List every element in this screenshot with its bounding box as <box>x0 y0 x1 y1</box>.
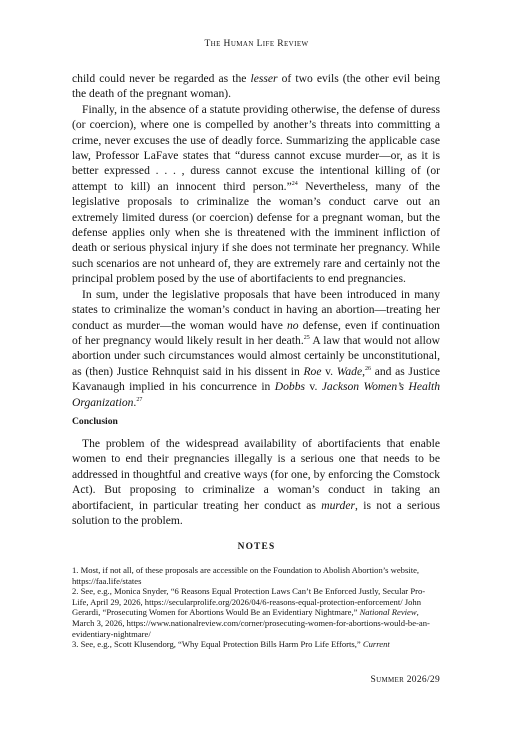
case-name: Roe <box>303 364 322 378</box>
text: v. <box>305 380 322 394</box>
page-footer: Summer 2026/29 <box>370 675 440 685</box>
conclusion-text <box>72 436 440 528</box>
footnote-2 <box>72 586 440 639</box>
case-name: Dobbs <box>274 380 306 394</box>
publication-title: National Review <box>359 607 417 618</box>
text: of two evils (the other evil being the death of the pregnant woman). <box>72 72 440 101</box>
emphasis: no <box>286 318 299 332</box>
text: and as Justice Kavanaugh implied in his concurrence in <box>72 364 440 394</box>
text: A law that would not allow abortion under such circumstances would almost certainly be unconstitutional, as (then) Justice Rehnquist said in his dissent in <box>72 333 440 378</box>
conclusion-paragraph <box>72 436 440 528</box>
text: Nevertheless, many of the legislative proposals to criminalize the woman’s conduct carve out an extremely limited duress (or coercion) defense for a pregnant woman, but the defense applies only when she is threatened with the imminent infliction of death or serious physical injury if she does not terminate her pregnancy. While such scenarios are not unheard of, they are extremely rare and certainly not the principal problem posed by the use of abortifacients to end pregnancies. <box>72 179 440 286</box>
text: , March 3, 2026, https://www.nationalreview.com/corner/prosecuting-women-for-abortions-would-be-an-evidentiary-nightmare/ <box>72 607 430 639</box>
footnote-1: 1. Most, if not all, of these proposals are accessible on the Foundation to Abolish Abortion’s website, https://faa.life/states <box>72 565 420 586</box>
section-heading: Conclusion <box>72 416 118 427</box>
text: v. <box>321 364 337 378</box>
emphasis: lesser <box>250 72 278 85</box>
footnote-3 <box>72 639 440 650</box>
text: defense, even if continuation of her pregnancy would likely result in her death. <box>72 318 440 347</box>
notes-heading: NOTES <box>237 542 276 552</box>
paragraph-1 <box>72 71 440 102</box>
paragraph-3 <box>72 287 440 410</box>
text: . <box>133 395 137 409</box>
text: , <box>362 364 366 378</box>
case-name: Wade <box>336 364 363 378</box>
publication-title: Current <box>362 639 390 650</box>
running-head: The Human Life Review <box>204 39 309 49</box>
text: 2. See, e.g., Monica Snyder, “6 Reasons Equal Protection Laws Can’t Be Enforced Justly, Secular Pro-Life, April 29, 2026, https://secularprolife.org/2026/04/6-reasons-equal-protection-enforcement/ John Gerardi, “Prosecuting Women for Abortions Would Be an Evidentiary Nightmare,” <box>72 586 426 618</box>
footnote-ref-24[interactable]: 24 <box>291 180 298 187</box>
text: Finally, in the absence of a statute providing otherwise, the defense of duress (or coercion), where one is compelled by another’s threats into committing a crime, never excuses the use of deadly force. Summarizing the applicable case law, Professor LaFave states that “duress cannot excuse murder—or, as it is better expressed . . . , duress cannot excuse the intentional killing of (or attempt to kill) an innocent third person.” <box>72 102 440 193</box>
paragraph-2 <box>72 102 440 287</box>
footnote-ref-27[interactable]: 27 <box>136 396 143 403</box>
emphasis: murder <box>321 498 355 512</box>
text: child could never be regarded as the <box>72 72 251 85</box>
text: , is not a serious solution to the problem. <box>72 498 441 528</box>
body-text <box>72 71 440 410</box>
case-name: Jackson Women’s Health Organization <box>72 380 440 409</box>
text: The problem of the widespread availability of abortifacients that enable women to end their pregnancies illegally is a serious one that needs to be addressed in thoughtful and creative ways (for one, by enforcing the Comstock Act). But proposing to criminalize a woman’s conduct in taking an abortifacient, in particular treating her conduct as <box>72 437 440 512</box>
footnote-ref-26[interactable]: 26 <box>365 365 372 372</box>
text: In sum, under the legislative proposals that have been introduced in many states to criminalize the woman’s conduct in having an abortion—treating her conduct as murder—the woman would have <box>72 287 440 332</box>
footnotes <box>72 565 440 650</box>
footnote-ref-25[interactable]: 25 <box>303 335 310 342</box>
text: 3. See, e.g., Scott Klusendorg, “Why Equal Protection Bills Harm Pro Life Efforts,” <box>72 639 363 650</box>
